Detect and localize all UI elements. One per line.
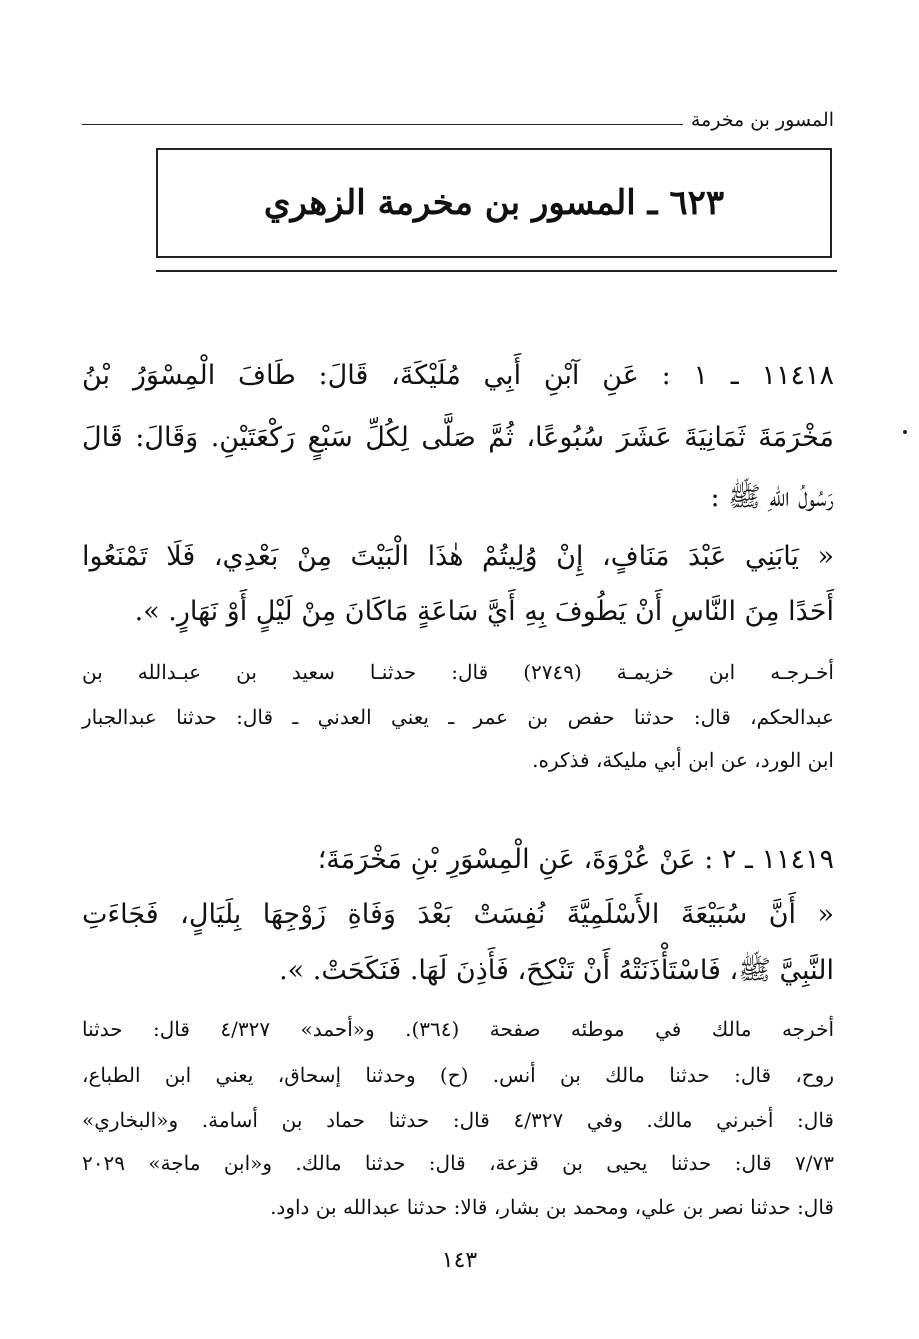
hadith-1-line-3: رَسُولُ اللهِ ﷺ :: [710, 482, 834, 513]
hadith-2-note-2: روح، قال: حدثنا مالك بن أنس. (ح) وحدثنا إسحاق، يعني ابن الطباع،: [82, 1063, 834, 1087]
running-header: [82, 100, 834, 130]
hadith-2-line-3: النَّبِيَّ ﷺ، فَاسْتَأْذَنَتْهُ أَنْ تَنْكِحَ، فَأَذِنَ لَهَا. فَنَكَحَتْ. ».: [279, 955, 834, 986]
margin-mark: [903, 430, 907, 434]
hadith-1-note-1: أخـرجـه ابن خزيمـة (٢٧٤٩) قال: حدثنـا سعيد بن عبـدالله بن: [82, 660, 834, 684]
header-rule: [82, 124, 683, 125]
hadith-1-note-3: ابن الورد، عن ابن أبي مليكة، فذكره.: [532, 748, 834, 772]
hadith-2-note-4: ٧/٧٣ قال: حدثنا يحيى بن قزعة، قال: حدثنا مالك. و«ابن ماجة» ٢٠٢٩: [82, 1151, 834, 1175]
hadith-2-note-5: قال: حدثنا نصر بن علي، ومحمد بن بشار، قالا: حدثنا عبدالله بن داود.: [270, 1195, 834, 1219]
hadith-2-note-1: أخرجه مالك في موطئه صفحة (٣٦٤). و«أحمد» ٤/٣٢٧ قال: حدثنا: [82, 1017, 834, 1041]
hadith-2-note-3: قال: أخبرني مالك. وفي ٤/٣٢٧ قال: حدثنا حماد بن أسامة. و«البخاري»: [82, 1108, 834, 1132]
chapter-title: ٦٢٣ ـ المسور بن مخرمة الزهري: [263, 183, 725, 223]
hadith-2-line-1: ١١٤١٩ ـ ٢ : عَنْ عُرْوَةَ، عَنِ الْمِسْوَرِ بْنِ مَخْرَمَةَ؛: [317, 844, 834, 875]
hadith-1-line-4: « يَابَنِي عَبْدَ مَنَافٍ، إِنْ وُلِيتُمْ هٰذَا الْبَيْتَ مِنْ بَعْدِي، فَلَا تَمْنَعُوا: [82, 541, 834, 572]
hadith-1-line-1: ١١٤١٨ ـ ١ : عَنِ آبْنِ أَبِي مُلَيْكَةَ، قَالَ: طَافَ الْمِسْوَرُ بْنُ: [82, 360, 834, 391]
hadith-1-line-2: مَخْرَمَةَ ثَمَانِيَةَ عَشَرَ سُبُوعًا، ثُمَّ صَلَّى لِكُلِّ سَبْعٍ رَكْعَتَيْنِ. وَقَالَ: قَالَ: [82, 422, 834, 453]
hadith-1-line-5: أَحَدًا مِنَ النَّاسِ أَنْ يَطُوفَ بِهِ أَيَّ سَاعَةٍ مَاكَانَ مِنْ لَيْلٍ أَوْ نَهَارٍ. ».: [134, 596, 834, 627]
heading-rule: [156, 270, 837, 272]
hadith-2-line-2: « أَنَّ سُبَيْعَةَ الأَسْلَمِيَّةَ نُفِسَتْ بَعْدَ وَفَاةِ زَوْجِهَا بِلَيَالٍ، فَجَاءَتِ: [82, 899, 834, 930]
chapter-heading-box: [156, 148, 832, 258]
page-number: ١٤٣: [441, 1248, 478, 1273]
hadith-1-note-2: عبدالحكم، قال: حدثنا حفص بن عمر ـ يعني العدني ـ قال: حدثنا عبدالجبار: [82, 705, 834, 729]
running-title: المسور بن مخرمة: [690, 109, 834, 131]
